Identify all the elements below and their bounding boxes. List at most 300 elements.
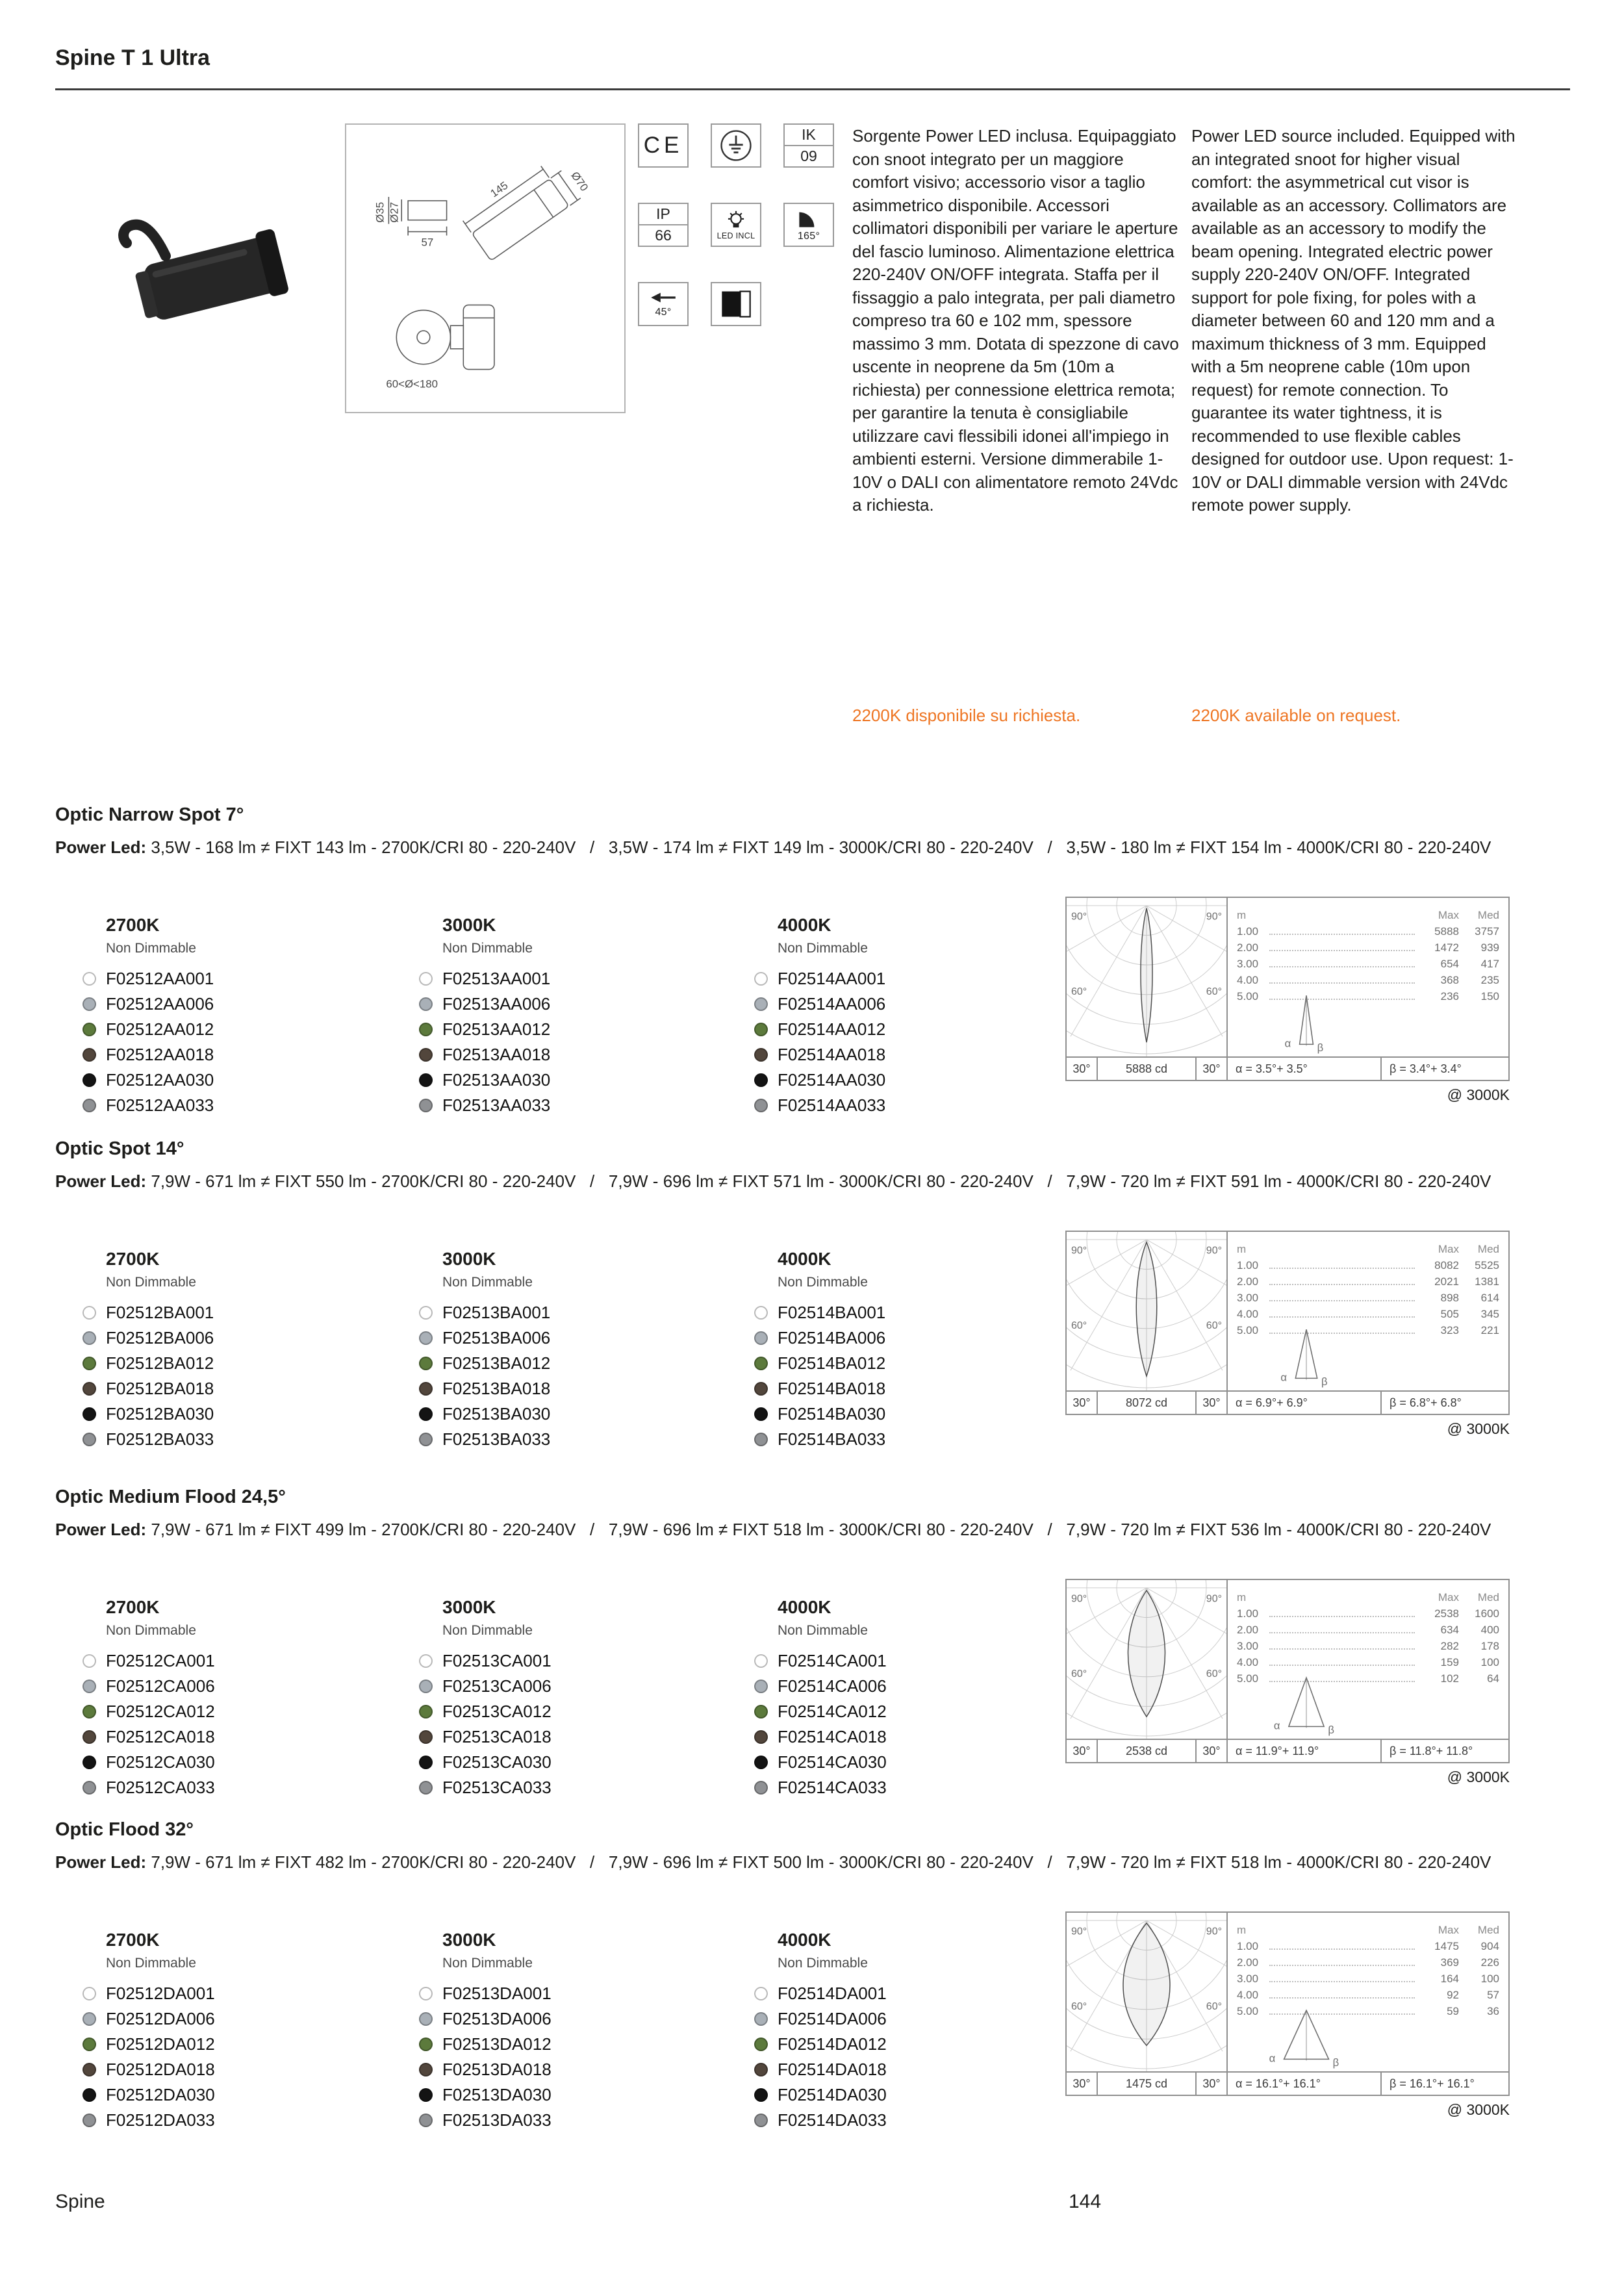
product-code: F02513CA030 xyxy=(442,1752,552,1772)
product-code: F02513BA030 xyxy=(442,1404,551,1424)
angle-30-label: 30° xyxy=(1072,1744,1091,1757)
product-code: F02513BA018 xyxy=(442,1379,551,1398)
alpha-symbol: α xyxy=(1269,2052,1276,2065)
power-led-label: Power Led: xyxy=(55,837,147,857)
product-code: F02514DA001 xyxy=(778,1984,887,2003)
dim-diam35-label: Ø35 xyxy=(374,201,387,223)
product-code-list xyxy=(754,1648,1066,1800)
finish-dot-icon xyxy=(754,1756,768,1769)
intensity-row: 5.00 59 36 xyxy=(1237,2005,1499,2017)
color-temp-heading: 2700K xyxy=(106,1930,160,1950)
product-code-row xyxy=(82,2006,394,2032)
product-code-row xyxy=(419,1300,731,1325)
finish-dot-icon xyxy=(419,1680,433,1693)
intensity-row: 3.00 654 417 xyxy=(1237,958,1499,970)
product-code: F02512AA033 xyxy=(106,1095,214,1115)
col-med: Med xyxy=(1477,1924,1499,1936)
product-code: F02512DA033 xyxy=(106,2110,215,2130)
finish-dot-icon xyxy=(419,1433,433,1446)
candela-strip xyxy=(1067,2071,1226,2095)
beam-cone-icon xyxy=(1245,2006,1368,2069)
product-code-row xyxy=(419,1042,731,1067)
product-code-row xyxy=(82,1325,394,1351)
product-code-row xyxy=(419,1093,731,1118)
finish-dot-icon xyxy=(82,1730,96,1744)
finish-dot-icon xyxy=(419,2063,433,2076)
product-code: F02513AA012 xyxy=(442,1019,551,1039)
product-code: F02512CA006 xyxy=(106,1676,215,1696)
power-led-label: Power Led: xyxy=(55,1852,147,1872)
finish-dot-icon xyxy=(82,1781,96,1795)
angle-30-label: 30° xyxy=(1202,1396,1221,1409)
dim-57-label: 57 xyxy=(421,236,434,249)
product-code: F02514CA030 xyxy=(778,1752,887,1772)
intensity-row: 4.00 505 345 xyxy=(1237,1308,1499,1320)
product-code-row xyxy=(754,2006,1066,2032)
color-temp-heading: 2700K xyxy=(106,1597,160,1617)
color-temp-heading: 2700K xyxy=(106,1249,160,1269)
product-code: F02514CA018 xyxy=(778,1727,887,1746)
angle-90-label: 90° xyxy=(1206,1245,1222,1257)
product-code-row xyxy=(754,1300,1066,1325)
finish-dot-icon xyxy=(419,1987,433,2000)
intensity-table xyxy=(1226,1232,1508,1390)
intensity-row: 1.00 8082 5525 xyxy=(1237,1259,1499,1271)
finish-dot-icon xyxy=(82,2114,96,2127)
finish-dot-icon xyxy=(419,1357,433,1370)
product-code: F02514DA006 xyxy=(778,2009,887,2028)
beam-angles-strip xyxy=(1226,2071,1508,2095)
finish-dot-icon xyxy=(754,1730,768,1744)
tilt-45-icon xyxy=(638,282,689,326)
col-m: m xyxy=(1237,1591,1247,1603)
product-code-row xyxy=(419,1325,731,1351)
product-code: F02512CA001 xyxy=(106,1651,215,1670)
finish-dot-icon xyxy=(419,1048,433,1062)
finish-dot-icon xyxy=(82,1306,96,1320)
product-code: F02513AA033 xyxy=(442,1095,551,1115)
finish-dot-icon xyxy=(82,1756,96,1769)
product-code: F02512BA030 xyxy=(106,1404,214,1424)
product-code: F02514CA006 xyxy=(778,1676,887,1696)
product-code-row xyxy=(754,991,1066,1017)
product-code-list xyxy=(82,1648,394,1800)
finish-dot-icon xyxy=(419,2038,433,2051)
temp-column-4000k xyxy=(754,1930,1066,2133)
col-m: m xyxy=(1237,909,1247,921)
beta-symbol: β xyxy=(1332,2056,1339,2069)
product-code: F02513AA030 xyxy=(442,1070,551,1090)
color-temp-heading: 4000K xyxy=(778,1249,831,1269)
beta-symbol: β xyxy=(1321,1375,1328,1388)
product-code-row xyxy=(419,991,731,1017)
alpha-symbol: α xyxy=(1284,1037,1291,1050)
col-m: m xyxy=(1237,1243,1247,1255)
finish-dot-icon xyxy=(754,1073,768,1087)
product-code-row xyxy=(754,1017,1066,1042)
finish-dot-icon xyxy=(419,2012,433,2026)
angle-60-label: 60° xyxy=(1206,1668,1222,1680)
product-code-row xyxy=(82,1067,394,1093)
photometric-diagram xyxy=(1065,1579,1510,1763)
page-number: 144 xyxy=(1069,2191,1102,2212)
product-code: F02512AA001 xyxy=(106,969,214,988)
rotation-165-label: 165° xyxy=(797,230,820,242)
finish-dot-icon xyxy=(82,997,96,1011)
product-code-row xyxy=(82,991,394,1017)
finish-dot-icon xyxy=(754,1023,768,1036)
temp-column-2700k xyxy=(82,915,394,1118)
product-code: F02514BA033 xyxy=(778,1429,886,1449)
alpha-beam-angle: α = 16.1°+ 16.1° xyxy=(1236,2076,1321,2090)
product-code: F02512BA001 xyxy=(106,1303,214,1322)
candela-strip xyxy=(1067,1056,1226,1080)
col-max: Max xyxy=(1438,1243,1459,1255)
product-code: F02513DA006 xyxy=(442,2009,552,2028)
cct-reference: @ 3000K xyxy=(1447,2101,1510,2118)
technical-drawing xyxy=(345,123,626,413)
candela-strip xyxy=(1067,1390,1226,1414)
dimming-label: Non Dimmable xyxy=(442,1956,533,1971)
angle-90-label: 90° xyxy=(1071,1593,1087,1605)
angle-30-label: 30° xyxy=(1072,1396,1091,1409)
col-max: Max xyxy=(1438,909,1459,921)
product-code: F02514CA033 xyxy=(778,1778,887,1797)
polar-curve xyxy=(1067,898,1226,1056)
product-code-row xyxy=(754,1775,1066,1800)
product-code-row xyxy=(419,2082,731,2108)
product-code-row xyxy=(82,1017,394,1042)
product-code-row xyxy=(419,1401,731,1427)
product-code-row xyxy=(754,1674,1066,1699)
product-code-row xyxy=(82,1300,394,1325)
intensity-row: 1.00 1475 904 xyxy=(1237,1940,1499,1952)
intensity-table-header xyxy=(1237,1587,1499,1604)
finish-dot-icon xyxy=(82,1023,96,1036)
intensity-row: 2.00 1472 939 xyxy=(1237,941,1499,954)
optic-section-narrow-spot xyxy=(55,804,1570,1132)
product-code-row xyxy=(82,966,394,991)
product-code: F02513BA033 xyxy=(442,1429,551,1449)
product-code-row xyxy=(754,1042,1066,1067)
finish-dot-icon xyxy=(754,2114,768,2127)
peak-candela-value: 5888 cd xyxy=(1097,1058,1197,1080)
beam-cone-icon xyxy=(1245,991,1368,1054)
product-code: F02513BA012 xyxy=(442,1353,551,1373)
product-code-row xyxy=(419,1427,731,1452)
finish-dot-icon xyxy=(82,2038,96,2051)
product-code-row xyxy=(419,1674,731,1699)
finish-dot-icon xyxy=(754,2088,768,2102)
product-code: F02512AA018 xyxy=(106,1045,214,1064)
dimming-label: Non Dimmable xyxy=(778,1275,868,1290)
intensity-row: 5.00 323 221 xyxy=(1237,1324,1499,1336)
black-white-visor-icon xyxy=(711,282,761,326)
ip-value: 66 xyxy=(639,224,687,246)
product-code-list xyxy=(419,966,731,1118)
peak-candela-value: 2538 cd xyxy=(1097,1740,1197,1762)
product-code-row xyxy=(419,1376,731,1401)
finish-dot-icon xyxy=(82,1407,96,1421)
product-code-row xyxy=(419,1648,731,1674)
optic-section-title: Optic Narrow Spot 7° xyxy=(55,804,244,825)
photometric-diagram xyxy=(1065,1911,1510,2096)
intensity-row: 1.00 2538 1600 xyxy=(1237,1607,1499,1620)
finish-dot-icon xyxy=(419,1306,433,1320)
color-temp-heading: 3000K xyxy=(442,1597,496,1617)
header-rule xyxy=(55,88,1570,90)
product-code-row xyxy=(419,1351,731,1376)
product-code: F02512CA018 xyxy=(106,1727,215,1746)
intensity-table xyxy=(1226,898,1508,1056)
alpha-beam-angle: α = 11.9°+ 11.9° xyxy=(1236,1744,1319,1757)
product-code: F02514BA001 xyxy=(778,1303,886,1322)
angle-30-label: 30° xyxy=(1202,1062,1221,1075)
product-code-row xyxy=(82,1093,394,1118)
product-code-row xyxy=(754,1401,1066,1427)
beta-beam-angle: β = 11.8°+ 11.8° xyxy=(1380,1740,1508,1762)
finish-dot-icon xyxy=(82,1654,96,1668)
polar-curve xyxy=(1067,1913,1226,2071)
finish-dot-icon xyxy=(419,1730,433,1744)
product-code-row xyxy=(754,1376,1066,1401)
product-code-list xyxy=(754,966,1066,1118)
angle-30-label: 30° xyxy=(1072,2076,1091,2090)
finish-dot-icon xyxy=(82,1382,96,1396)
product-code-list xyxy=(419,1648,731,1800)
note-italian: 2200K disponibile su richiesta. xyxy=(852,706,1081,725)
finish-dot-icon xyxy=(419,2088,433,2102)
product-code-row xyxy=(82,1981,394,2006)
product-code: F02512AA012 xyxy=(106,1019,214,1039)
finish-dot-icon xyxy=(82,1705,96,1718)
product-code-row xyxy=(82,2032,394,2057)
finish-dot-icon xyxy=(419,1073,433,1087)
intensity-row: 1.00 5888 3757 xyxy=(1237,925,1499,938)
optic-section-title: Optic Medium Flood 24,5° xyxy=(55,1487,286,1507)
product-code: F02513AA018 xyxy=(442,1045,551,1064)
beam-angles-strip xyxy=(1226,1390,1508,1414)
product-code-list xyxy=(82,1981,394,2133)
peak-candela-value: 1475 cd xyxy=(1097,2073,1197,2095)
beta-beam-angle: β = 6.8°+ 6.8° xyxy=(1380,1392,1508,1414)
beam-cone-icon xyxy=(1245,1674,1368,1736)
temp-column-4000k xyxy=(754,915,1066,1118)
finish-dot-icon xyxy=(754,1357,768,1370)
finish-dot-icon xyxy=(419,1654,433,1668)
angle-60-label: 60° xyxy=(1071,1668,1087,1680)
certification-icons xyxy=(638,123,839,331)
intensity-row: 3.00 282 178 xyxy=(1237,1640,1499,1652)
intensity-row: 2.00 634 400 xyxy=(1237,1624,1499,1636)
product-code-row xyxy=(419,2032,731,2057)
product-code-list xyxy=(754,1300,1066,1452)
product-code-row xyxy=(754,2032,1066,2057)
product-code: F02512AA030 xyxy=(106,1070,214,1090)
ce-mark-label: CE xyxy=(643,133,683,158)
finish-dot-icon xyxy=(419,1331,433,1345)
ik-label: IK xyxy=(802,126,816,143)
product-code: F02512BA033 xyxy=(106,1429,214,1449)
col-m: m xyxy=(1237,1924,1247,1936)
product-code: F02513CA012 xyxy=(442,1702,552,1721)
product-code-row xyxy=(754,2057,1066,2082)
product-code-row xyxy=(754,2108,1066,2133)
angle-60-label: 60° xyxy=(1071,2000,1087,2012)
dimming-label: Non Dimmable xyxy=(106,1623,196,1638)
beta-beam-angle: β = 16.1°+ 16.1° xyxy=(1380,2073,1508,2095)
finish-dot-icon xyxy=(82,1680,96,1693)
product-code: F02512DA001 xyxy=(106,1984,215,2003)
product-code: F02514AA001 xyxy=(778,969,886,988)
finish-dot-icon xyxy=(754,1705,768,1718)
finish-dot-icon xyxy=(82,1357,96,1370)
candela-strip xyxy=(1067,1739,1226,1762)
product-code-row xyxy=(82,1699,394,1724)
product-code: F02513DA012 xyxy=(442,2034,552,2054)
product-code-row xyxy=(82,1401,394,1427)
dimming-label: Non Dimmable xyxy=(106,941,196,956)
finish-dot-icon xyxy=(754,2038,768,2051)
finish-dot-icon xyxy=(419,2114,433,2127)
product-code: F02514DA012 xyxy=(778,2034,887,2054)
angle-90-label: 90° xyxy=(1071,1245,1087,1257)
product-code: F02512DA030 xyxy=(106,2085,215,2104)
product-code: F02513DA030 xyxy=(442,2085,552,2104)
intensity-table xyxy=(1226,1580,1508,1739)
finish-dot-icon xyxy=(754,2063,768,2076)
product-code: F02514DA030 xyxy=(778,2085,887,2104)
product-code-row xyxy=(754,1699,1066,1724)
angle-90-label: 90° xyxy=(1206,1926,1222,1937)
product-code: F02512DA018 xyxy=(106,2060,215,2079)
product-code: F02514BA018 xyxy=(778,1379,886,1398)
product-code-row xyxy=(754,1648,1066,1674)
product-code: F02514BA030 xyxy=(778,1404,886,1424)
power-led-values: 7,9W - 671 lm ≠ FIXT 482 lm - 2700K/CRI 80 - 220-240V / 7,9W - 696 lm ≠ FIXT 500 lm - 3000K/CRI 80 - 220-240V / 7,9W - 720 lm ≠ FIXT 518 lm - 4000K/CRI 80 - 220-240V xyxy=(151,1852,1491,1872)
beta-beam-angle: β = 3.4°+ 3.4° xyxy=(1380,1058,1508,1080)
intensity-table-header xyxy=(1237,904,1499,922)
product-code-list xyxy=(754,1981,1066,2133)
finish-dot-icon xyxy=(419,1382,433,1396)
intensity-table xyxy=(1226,1913,1508,2071)
finish-dot-icon xyxy=(754,1331,768,1345)
alpha-beam-angle: α = 3.5°+ 3.5° xyxy=(1236,1062,1308,1075)
finish-dot-icon xyxy=(754,1306,768,1320)
product-code-row xyxy=(754,1724,1066,1750)
power-led-values: 7,9W - 671 lm ≠ FIXT 550 lm - 2700K/CRI 80 - 220-240V / 7,9W - 696 lm ≠ FIXT 571 lm - 3000K/CRI 80 - 220-240V / 7,9W - 720 lm ≠ FIXT 591 lm - 4000K/CRI 80 - 220-240V xyxy=(151,1171,1491,1191)
angle-90-label: 90° xyxy=(1206,911,1222,923)
dimming-label: Non Dimmable xyxy=(778,941,868,956)
intensity-row: 2.00 2021 1381 xyxy=(1237,1275,1499,1288)
product-code-row xyxy=(82,1376,394,1401)
product-code-row xyxy=(82,1648,394,1674)
intensity-row: 3.00 164 100 xyxy=(1237,1973,1499,1985)
product-code-list xyxy=(82,966,394,1118)
finish-dot-icon xyxy=(82,2063,96,2076)
product-code-row xyxy=(82,1775,394,1800)
angle-30-label: 30° xyxy=(1072,1062,1091,1075)
col-med: Med xyxy=(1477,1243,1499,1255)
product-code: F02512DA012 xyxy=(106,2034,215,2054)
cct-reference: @ 3000K xyxy=(1447,1086,1510,1103)
peak-candela-value: 8072 cd xyxy=(1097,1392,1197,1414)
dimming-label: Non Dimmable xyxy=(778,1956,868,1971)
product-code-row xyxy=(82,1042,394,1067)
power-led-label: Power Led: xyxy=(55,1171,147,1191)
product-code-row xyxy=(419,2006,731,2032)
product-code: F02512BA012 xyxy=(106,1353,214,1373)
product-code: F02514CA012 xyxy=(778,1702,887,1721)
product-code: F02512BA006 xyxy=(106,1328,214,1348)
optic-section-spot xyxy=(55,1138,1570,1466)
product-code-row xyxy=(82,2108,394,2133)
product-code-row xyxy=(419,1724,731,1750)
product-code-row xyxy=(419,1775,731,1800)
product-code-list xyxy=(82,1300,394,1452)
cct-reference: @ 3000K xyxy=(1447,1769,1510,1785)
led-included-icon xyxy=(711,203,761,247)
product-code: F02513DA033 xyxy=(442,2110,552,2130)
temp-column-2700k xyxy=(82,1597,394,1800)
beam-angles-strip xyxy=(1226,1056,1508,1080)
power-led-specs xyxy=(55,1515,1523,1544)
beta-symbol: β xyxy=(1317,1041,1324,1054)
optic-section-medium-flood xyxy=(55,1487,1570,1815)
product-code-row xyxy=(754,2082,1066,2108)
dim-length-label: 145 xyxy=(488,179,511,200)
finish-dot-icon xyxy=(419,1756,433,1769)
angle-30-label: 30° xyxy=(1202,2076,1221,2090)
dim-diam70-label: Ø70 xyxy=(568,169,591,194)
angle-90-label: 90° xyxy=(1071,1926,1087,1937)
product-code-list xyxy=(419,1300,731,1452)
ip-rating-badge xyxy=(638,203,689,247)
description-english: Power LED source included. Equipped with an integrated snoot for higher visual comfort: the asymmetrical cut visor is available as an accessory. Collimators are available as an accessory to modify the beam opening. Integrated electric power supply 220-240V ON/OFF. Integrated support for pole fixing, for poles with a diameter between 60 and 120 mm and a maximum thickness of 3 mm. Equipped with a 5m neoprene cable (10m upon request) for remote connection. To guarantee its water tightness, it is recommended to use flexible cables designed for outdoor use. Upon request: 1-10V or DALI dimmable version with 24Vdc remote power supply. xyxy=(1191,126,1516,515)
product-code: F02514AA018 xyxy=(778,1045,886,1064)
dimming-label: Non Dimmable xyxy=(442,1623,533,1638)
beam-angles-strip xyxy=(1226,1739,1508,1762)
footer-product-family: Spine xyxy=(55,2191,105,2212)
product-code-row xyxy=(419,2057,731,2082)
finish-dot-icon xyxy=(754,1781,768,1795)
product-code-row xyxy=(419,1750,731,1775)
product-code: F02513CA006 xyxy=(442,1676,552,1696)
dimming-label: Non Dimmable xyxy=(778,1623,868,1638)
product-code: F02513BA006 xyxy=(442,1328,551,1348)
ip-label: IP xyxy=(656,205,670,222)
product-code: F02512CA033 xyxy=(106,1778,215,1797)
col-med: Med xyxy=(1477,909,1499,921)
product-code-row xyxy=(82,1674,394,1699)
mounting-hook xyxy=(123,225,166,256)
finish-dot-icon xyxy=(754,972,768,986)
product-code: F02513CA001 xyxy=(442,1651,552,1670)
finish-dot-icon xyxy=(419,1023,433,1036)
product-code: F02513AA006 xyxy=(442,994,551,1014)
product-code: F02514AA006 xyxy=(778,994,886,1014)
cct-reference: @ 3000K xyxy=(1447,1420,1510,1437)
photometric-diagram xyxy=(1065,1231,1510,1415)
finish-dot-icon xyxy=(754,1433,768,1446)
ce-mark-icon xyxy=(638,123,689,168)
product-code-row xyxy=(754,1067,1066,1093)
dimming-label: Non Dimmable xyxy=(106,1275,196,1290)
ik-value: 09 xyxy=(785,145,833,166)
power-led-specs xyxy=(55,1848,1523,1876)
color-temp-heading: 4000K xyxy=(778,915,831,935)
finish-dot-icon xyxy=(82,2088,96,2102)
